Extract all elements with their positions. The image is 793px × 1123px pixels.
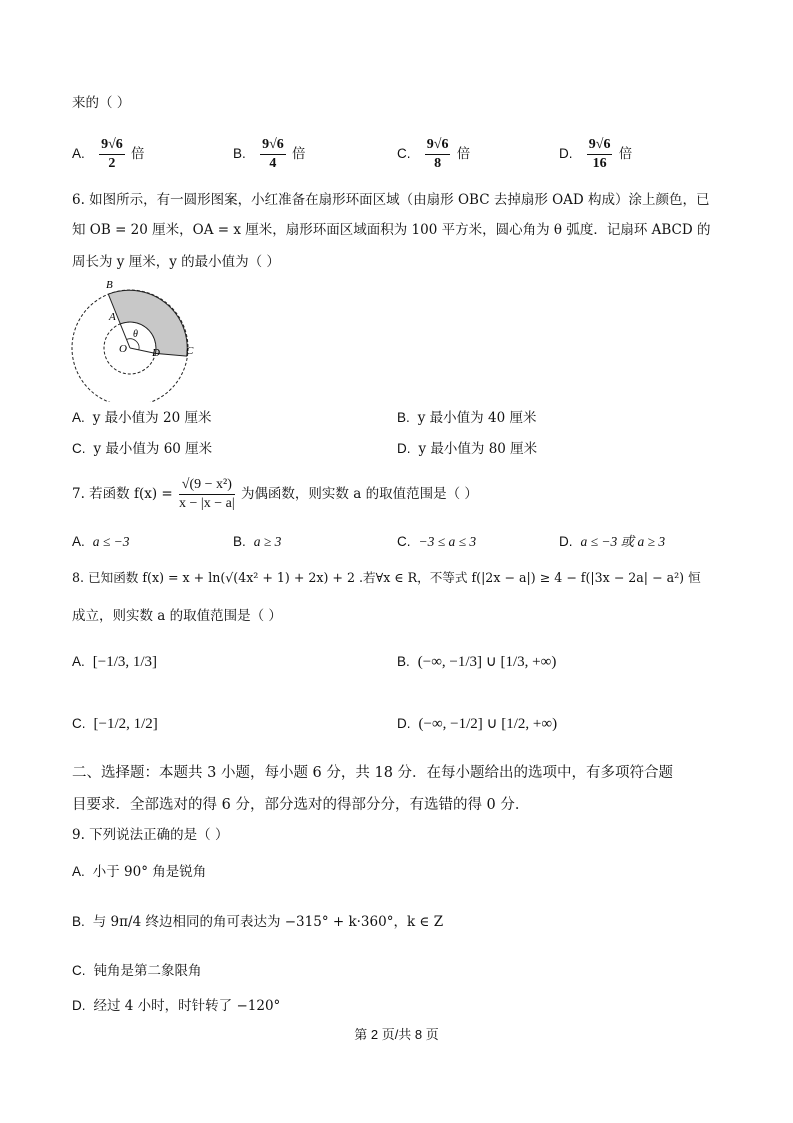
q7-option-a[interactable]: A. a ≤ −3	[72, 534, 130, 549]
fraction: $\frac{9√6}{4}$	[262, 137, 284, 171]
option-label: D.	[559, 146, 573, 161]
fraction: $\frac{9√6}{8}$	[426, 137, 449, 171]
q7-option-c[interactable]: C. −3 ≤ a ≤ 3	[397, 534, 477, 549]
q8-option-d[interactable]: D. (−∞, −1/2] ∪ [1/2, +∞)	[397, 716, 558, 732]
q8-line1: 8. 已知函数 f(x) = x + ln(√(4x² + 1) + 2x) + 2 .若∀x ∈ R，不等式 f(|2x − a|) ≥ 4 − f(|3x − 2a| − a²) 恒	[72, 570, 701, 585]
label-d: D	[152, 347, 160, 359]
q5-tail: 来的（ ）	[72, 95, 131, 111]
q9-option-d[interactable]: D. 经过 4 小时，时针转了 −120°	[72, 998, 281, 1014]
fraction: $\frac{9√6}{16}$	[588, 137, 611, 171]
q7-stem: 7. 若函数 f(x) = $\frac{\text{√(9 − x²)}}{x - |x - a|}$ 为偶函数，则实数 a 的取值范围是（ ）	[72, 477, 478, 511]
q7-option-d[interactable]: D. a ≤ −3 或 a ≥ 3	[559, 534, 666, 549]
q9-option-a[interactable]: A. 小于 90° 角是锐角	[72, 864, 207, 880]
fraction: $\frac{9√6}{2}$	[101, 137, 123, 171]
q8-option-a[interactable]: A. [−1/3, 1/3]	[72, 654, 158, 670]
q7-fraction: $\frac{\text{√(9 − x²)}}{x - |x - a|}$	[179, 477, 235, 511]
q5-option-b[interactable]: B. $\frac{9√6}{4}$ 倍	[233, 137, 306, 171]
section2-line2: 目要求．全部选对的得 6 分，部分选对的得部分分，有选错的得 0 分．	[72, 797, 530, 813]
label-o: O	[119, 343, 127, 355]
q5-option-d[interactable]: D. $\frac{9√6}{16}$ 倍	[559, 137, 633, 171]
q7-option-b[interactable]: B. a ≥ 3	[233, 534, 282, 549]
q5-option-c[interactable]: C. $\frac{9√6}{8}$ 倍	[397, 137, 471, 171]
q6-option-c[interactable]: C. y 最小值为 60 厘米	[72, 441, 213, 457]
q6-option-a[interactable]: A. y 最小值为 20 厘米	[72, 410, 212, 426]
q9-stem: 9. 下列说法正确的是（ ）	[72, 827, 229, 843]
q6-option-b[interactable]: B. y 最小值为 40 厘米	[397, 410, 537, 426]
section2-line1: 二、选择题：本题共 3 小题，每小题 6 分，共 18 分．在每小题给出的选项中，有多项符合题	[72, 765, 674, 781]
label-theta: θ	[133, 329, 138, 340]
q9-option-c[interactable]: C. 钝角是第二象限角	[72, 963, 202, 979]
q6-line3: 周长为 y 厘米，y 的最小值为（ ）	[72, 254, 280, 270]
page-footer: 第 2 页/共 8 页	[354, 1027, 439, 1042]
q6-line1: 6. 如图所示，有一圆形图案，小红准备在扇形环面区域（由扇形 OBC 去掉扇形 OAD 构成）涂上颜色，已	[72, 192, 710, 208]
q6-option-d[interactable]: D. y 最小值为 80 厘米	[397, 441, 538, 457]
label-a: A	[109, 311, 116, 323]
q8-line2: 成立，则实数 a 的取值范围是（ ）	[72, 608, 282, 624]
q8-option-b[interactable]: B. (−∞, −1/3] ∪ [1/3, +∞)	[397, 654, 557, 670]
label-b: B	[106, 279, 113, 291]
q9-option-b[interactable]: B. 与 9π/4 终边相同的角可表达为 −315° + k·360°，k ∈ Z	[72, 914, 444, 930]
option-label: B.	[233, 146, 246, 161]
q5-option-a[interactable]: A. $\frac{9√6}{2}$ 倍	[72, 137, 145, 171]
q8-option-c[interactable]: C. [−1/2, 1/2]	[72, 716, 158, 732]
option-label: A.	[72, 146, 85, 161]
label-c: C	[186, 345, 194, 357]
sector-ring-figure	[66, 276, 200, 402]
option-label: C.	[397, 146, 411, 161]
q6-line2: 知 OB = 20 厘米，OA = x 厘米，扇形环面区域面积为 100 平方米，圆心角为 θ 弧度．记扇环 ABCD 的	[72, 222, 711, 238]
